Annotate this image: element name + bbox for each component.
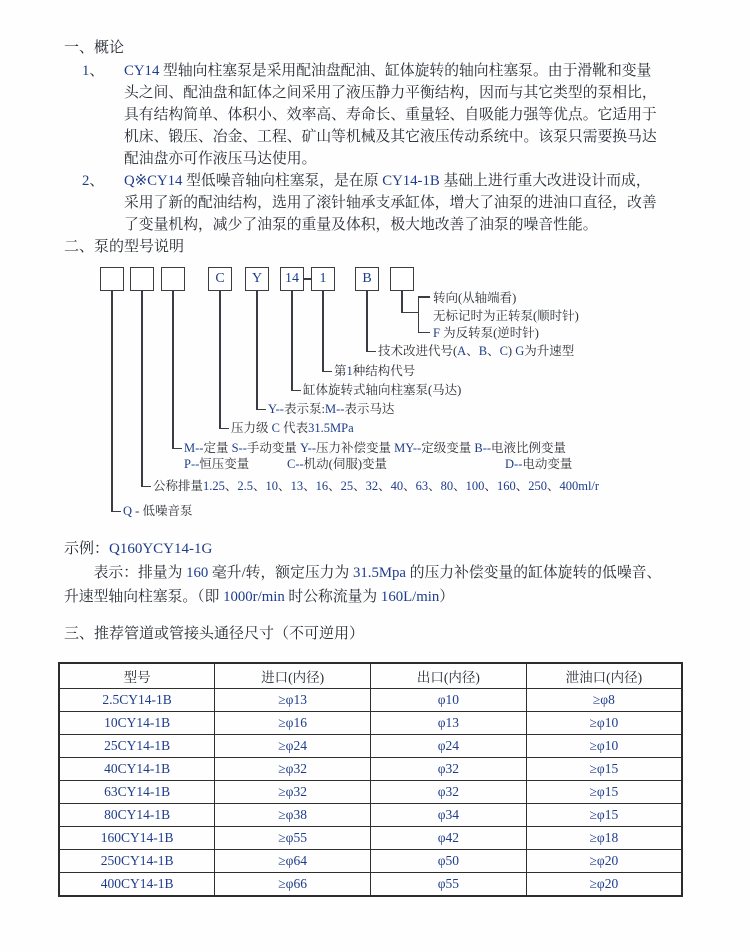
table-row	[59, 781, 682, 804]
connector-tick	[219, 428, 229, 430]
table-cell: φ32	[371, 781, 527, 804]
table-cell: ≥φ38	[215, 804, 371, 827]
model-code-box: B	[355, 267, 379, 291]
diagram-annotation-quiet-pump: Q - 低噪音泵	[123, 504, 193, 518]
bracket-connector	[401, 312, 419, 314]
table-row	[59, 804, 682, 827]
model-code-box	[390, 267, 414, 291]
table-cell: φ34	[371, 804, 527, 827]
table-cell: ≥φ64	[215, 850, 371, 873]
table-cell: φ50	[371, 850, 527, 873]
table-cell: φ55	[371, 873, 527, 897]
table-cell: 25CY14-1B	[59, 735, 215, 758]
table-cell: 250CY14-1B	[59, 850, 215, 873]
text-line: 升速型轴向柱塞泵。（即 1000r/min 时公称流量为 160L/min）	[64, 589, 455, 605]
table-cell: ≥φ8	[526, 689, 682, 712]
table-cell: φ24	[371, 735, 527, 758]
diagram-annotation-rotation: F 为反转泵(逆时针)	[433, 326, 539, 340]
text-line: 采用了新的配油结构，选用了滚针轴承支承缸体，增大了油泵的进油口直径，改善	[124, 195, 657, 211]
diagram-annotation-variable-types: C--机动(伺服)变量	[287, 457, 387, 471]
table-cell: 10CY14-1B	[59, 712, 215, 735]
diagram-annotation-pump-or-motor: Y--表示泵:M--表示马达	[268, 402, 395, 416]
connector-line	[256, 291, 258, 410]
connector-line	[141, 291, 143, 487]
table-cell: 160CY14-1B	[59, 827, 215, 850]
table-cell: ≥φ18	[526, 827, 682, 850]
example-paragraph	[64, 561, 661, 609]
section-2-title: 二、泵的型号说明	[64, 239, 185, 255]
bracket-tick	[418, 332, 430, 334]
connector-line	[111, 291, 113, 512]
table-cell: ≥φ10	[526, 712, 682, 735]
text-line: 配油盘亦可作液压马达使用。	[124, 151, 317, 167]
column-header-model: 型号	[59, 663, 215, 689]
connector-tick	[322, 371, 332, 373]
table-row	[59, 758, 682, 781]
connector-line	[291, 291, 293, 391]
table-cell: ≥φ20	[526, 873, 682, 897]
connector-line	[401, 291, 403, 313]
connector-tick	[291, 390, 301, 392]
diagram-annotation-variable-types: D--电动变量	[505, 457, 573, 471]
list-number-1: 1、	[82, 63, 105, 79]
table-row	[59, 827, 682, 850]
paragraph-2	[124, 170, 657, 236]
table-cell: ≥φ32	[215, 758, 371, 781]
column-header-inlet: 进口(内径)	[215, 663, 371, 689]
connector-tick	[172, 448, 182, 450]
column-header-drain: 泄油口(内径)	[526, 663, 682, 689]
section-1-title: 一、概论	[64, 40, 125, 56]
table-cell: ≥φ16	[215, 712, 371, 735]
diagram-annotation-rotation: 转向(从轴端看)	[433, 291, 517, 305]
section-3-title: 三、推荐管道或管接头通径尺寸（不可逆用）	[64, 626, 365, 642]
text-line: CY14 型轴向柱塞泵是采用配油盘配油、缸体旋转的轴向柱塞泵。由于滑靴和变量	[124, 63, 652, 79]
table-cell: φ10	[371, 689, 527, 712]
connector-line	[366, 291, 368, 352]
model-code-box: 1	[311, 267, 335, 291]
table-cell: φ32	[371, 758, 527, 781]
text-line: 具有结构简单、体积小、效率高、寿命长、重量轻、自吸能力强等优点。它适用于	[124, 107, 657, 123]
connector-line	[219, 291, 221, 429]
table-row	[59, 873, 682, 897]
table-row	[59, 712, 682, 735]
table-cell: 63CY14-1B	[59, 781, 215, 804]
text-line: Q※CY14 型低噪音轴向柱塞泵，是在原 CY14-1B 基础上进行重大改进设计而成，	[124, 173, 651, 189]
paragraph-1	[124, 60, 657, 170]
diagram-annotation-improvement: 技术改进代号(A、B、C) G为升速型	[378, 344, 575, 358]
column-header-outlet: 出口(内径)	[371, 663, 527, 689]
bracket-line	[418, 296, 420, 333]
text-line: 表示：排量为 160 毫升/转，额定压力为 31.5Mpa 的压力补偿变量的缸体旋转的低噪音、	[93, 565, 662, 581]
model-code-box	[130, 267, 154, 291]
table-cell: 400CY14-1B	[59, 873, 215, 897]
table-cell: 80CY14-1B	[59, 804, 215, 827]
model-code-box	[161, 267, 185, 291]
table-row	[59, 735, 682, 758]
connector-tick	[256, 409, 266, 411]
diagram-annotation-structure: 第1种结构代号	[334, 364, 416, 378]
table-row	[59, 689, 682, 712]
table-cell: ≥φ13	[215, 689, 371, 712]
example-label: 示例：Q160YCY14-1G	[64, 541, 213, 557]
table-header-row	[59, 663, 682, 689]
table-cell: ≥φ20	[526, 850, 682, 873]
connector-tick	[366, 351, 376, 353]
model-code-box: 14	[280, 267, 304, 291]
table-cell: ≥φ66	[215, 873, 371, 897]
table-cell: 40CY14-1B	[59, 758, 215, 781]
table-cell: ≥φ24	[215, 735, 371, 758]
text-line: 机床、锻压、冶金、工程、矿山等机械及其它液压传动系统中。该泵只需要换马达	[124, 129, 657, 145]
table-cell: ≥φ15	[526, 781, 682, 804]
diagram-annotation-variable-types: P--恒压变量	[184, 457, 250, 471]
diagram-annotation-pump-type: 缸体旋转式轴向柱塞泵(马达)	[303, 383, 462, 397]
bracket-tick	[418, 296, 430, 298]
model-code-box: Y	[245, 267, 269, 291]
table-cell: ≥φ10	[526, 735, 682, 758]
text-line: 头之间、配油盘和缸体之间采用了液压静力平衡结构，因而与其它类型的泵相比，	[124, 85, 657, 101]
model-code-box	[100, 267, 124, 291]
table-cell: ≥φ55	[215, 827, 371, 850]
diagram-annotation-rotation: 无标记时为正转泵(顺时针)	[433, 309, 579, 323]
diagram-annotation-pressure: 压力级 C 代表31.5MPa	[231, 421, 354, 435]
table-cell: ≥φ15	[526, 758, 682, 781]
table-cell: ≥φ32	[215, 781, 371, 804]
table-cell: φ13	[371, 712, 527, 735]
table-row	[59, 850, 682, 873]
diagram-annotation-displacement: 公称排量1.25、2.5、10、13、16、25、32、40、63、80、100、160、250、400ml/r	[153, 479, 600, 493]
table-cell: 2.5CY14-1B	[59, 689, 215, 712]
connector-line	[172, 291, 174, 449]
diagram-annotation-variable-types: M--定量 S--手动变量 Y--压力补偿变量 MY--定级变量 B--电液比例变量	[184, 441, 567, 455]
connector-tick	[141, 486, 151, 488]
pipe-size-table	[58, 662, 683, 897]
box-joiner-dash	[303, 278, 312, 280]
model-code-box: C	[208, 267, 232, 291]
connector-tick	[111, 511, 121, 513]
table-cell: ≥φ15	[526, 804, 682, 827]
connector-line	[322, 291, 324, 372]
table-cell: φ42	[371, 827, 527, 850]
list-number-2: 2、	[82, 173, 105, 189]
text-line: 了变量机构，减少了油泵的重量及体积，极大地改善了油泵的噪音性能。	[124, 217, 598, 233]
